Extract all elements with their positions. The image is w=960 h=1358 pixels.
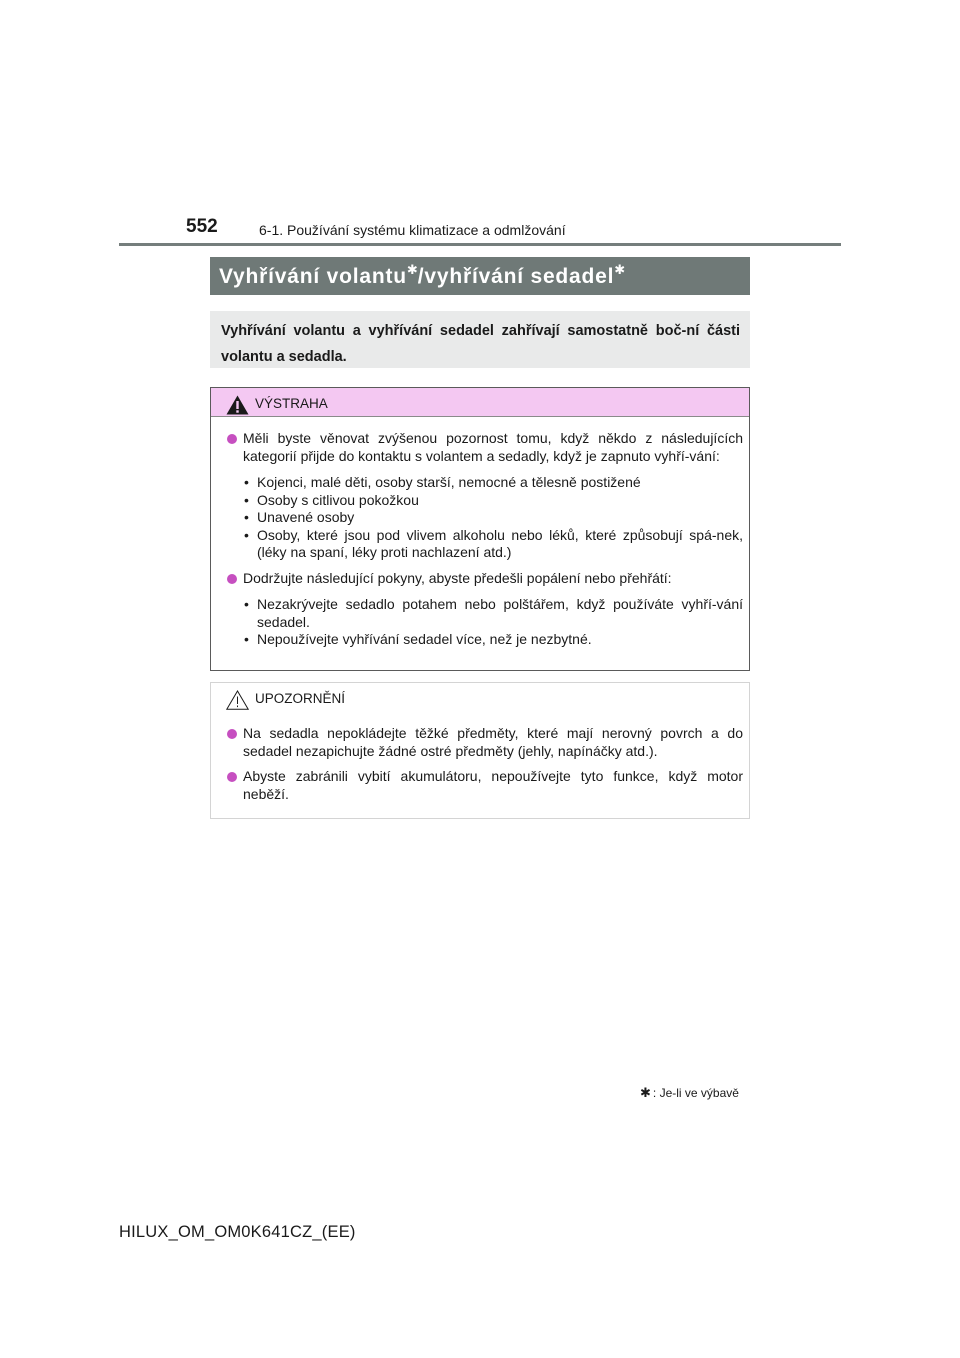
page-number: 552: [186, 216, 218, 237]
bullet-icon: [227, 729, 237, 739]
sub-list-item: • Nezakrývejte sedadlo potahem nebo polštářem, když používáte vyhří-vání sedadel.: [244, 596, 743, 630]
caution-item-text: Abyste zabránili vybití akumulátoru, nepoužívejte tyto funkce, když motor neběží.: [243, 768, 743, 802]
asterisk-icon: ✱: [640, 1085, 651, 1100]
sub-list-item: • Unavené osoby: [244, 509, 355, 525]
caution-header: [211, 683, 749, 713]
warning-item-text: Měli byste věnovat zvýšenou pozornost tomu, když někdo z následujících kategorií přijde do kontaktu s volantem a sedadly, když je zapnuto vyhří-vání:: [243, 430, 743, 464]
document-code: HILUX_OM_OM0K641CZ_(EE): [119, 1223, 356, 1241]
title-part-1: Vyhřívání volantu: [219, 265, 407, 288]
warning-header: [211, 388, 749, 417]
list-item: [225, 725, 743, 760]
caution-triangle-icon: [226, 690, 249, 710]
warning-box: [210, 387, 750, 671]
intro-text: Vyhřívání volantu a vyhřívání sedadel zahřívají samostatně boč-ní části volantu a sedadla.: [221, 323, 740, 365]
list-item: [225, 570, 743, 649]
asterisk-icon: ✱: [406, 262, 418, 277]
intro-box: [210, 311, 750, 368]
header-divider: [119, 243, 841, 246]
sub-list-item: • Kojenci, malé děti, osoby starší, nemocné a tělesně postižené: [244, 474, 641, 490]
sub-list-item: • Nepoužívejte vyhřívání sedadel více, než je nezbytné.: [244, 631, 592, 647]
warning-label: VÝSTRAHA: [255, 396, 328, 411]
caution-label: UPOZORNĚNÍ: [255, 691, 346, 706]
caution-box: [210, 682, 750, 819]
bullet-icon: [227, 772, 237, 782]
footnote: [640, 1085, 739, 1101]
caution-item-text: Na sedadla nepokládejte těžké předměty, které mají nerovný povrch a do sedadel nezapichujte žádné ostré předměty (jehly, napínáčky atd.).: [243, 725, 743, 759]
title-part-2: /vyhřívání sedadel: [417, 265, 615, 288]
sub-list-item: • Osoby, které jsou pod vlivem alkoholu nebo léků, které způsobují spá-nek, (léky na spaní, léky proti nachlazení atd.): [244, 526, 743, 560]
asterisk-icon: ✱: [614, 262, 626, 277]
page-title: [210, 257, 750, 295]
bullet-icon: [227, 434, 237, 444]
warning-item-text: Dodržujte následující pokyny, abyste předešli popálení nebo přehřátí:: [243, 569, 672, 586]
list-item: [225, 430, 743, 562]
sub-list-item: • Osoby s citlivou pokožkou: [244, 491, 419, 508]
bullet-icon: [227, 574, 237, 584]
section-header: 6-1. Používání systému klimatizace a odmlžování: [259, 222, 566, 238]
warning-triangle-icon: [226, 395, 249, 415]
list-item: [225, 768, 743, 803]
footnote-text: : Je-li ve výbavě: [652, 1086, 739, 1100]
